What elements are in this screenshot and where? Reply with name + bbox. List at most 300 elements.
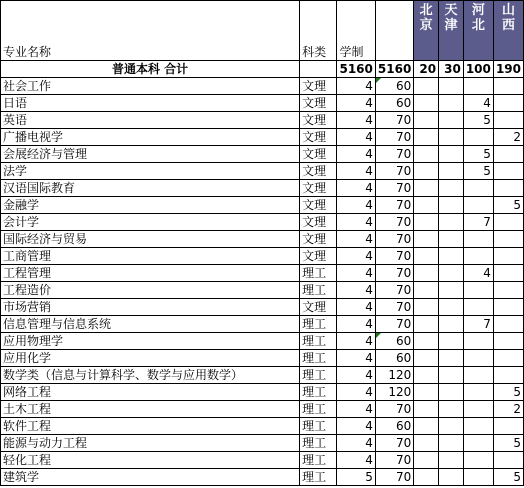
shanxi-cell[interactable] [493, 95, 523, 112]
beijing-cell[interactable] [414, 367, 439, 384]
years-cell[interactable] [337, 435, 375, 452]
major-name-cell[interactable] [1, 299, 300, 316]
cell-value: 4 [365, 198, 373, 212]
cell-value: 文理 [302, 79, 327, 93]
cell-value: 市场营销 [3, 300, 52, 314]
cell-value: 工程管理 [3, 266, 52, 280]
years-cell[interactable] [337, 231, 375, 248]
shanxi-cell[interactable] [493, 265, 523, 282]
hebei-cell[interactable] [463, 282, 493, 299]
hebei-cell[interactable] [463, 435, 493, 452]
cell-value: 应用化学 [3, 351, 52, 365]
hebei-cell[interactable] [463, 299, 493, 316]
cell-value: 5 [365, 470, 373, 484]
years-cell[interactable] [337, 418, 375, 435]
table-row [1, 333, 524, 350]
cell-value: 4 [365, 249, 373, 263]
tianjin-cell[interactable] [439, 452, 464, 469]
table-row [1, 248, 524, 265]
major-name-cell[interactable] [1, 350, 300, 367]
total-cell[interactable] [375, 452, 413, 469]
cell-value: 4 [365, 232, 373, 246]
cell-value: 文理 [302, 147, 327, 161]
major-name-cell[interactable] [1, 435, 300, 452]
beijing-cell[interactable] [414, 248, 439, 265]
table-row [1, 299, 524, 316]
category-cell[interactable] [300, 95, 337, 112]
years-cell[interactable] [337, 112, 375, 129]
cell-value: 4 [365, 351, 373, 365]
years-cell[interactable] [337, 282, 375, 299]
cell-value: 5 [483, 147, 491, 161]
category-cell[interactable] [300, 146, 337, 163]
total-cell[interactable] [375, 282, 413, 299]
major-name-cell[interactable] [1, 231, 300, 248]
category-cell[interactable] [300, 180, 337, 197]
hebei-cell[interactable] [463, 265, 493, 282]
cell-value: 5 [513, 470, 521, 484]
shanxi-cell[interactable] [493, 350, 523, 367]
tianjin-cell[interactable] [439, 282, 464, 299]
category-cell[interactable] [300, 452, 337, 469]
beijing-cell[interactable] [414, 452, 439, 469]
table-row [1, 129, 524, 146]
years-cell[interactable] [337, 316, 375, 333]
total-cell[interactable] [375, 180, 413, 197]
cell-value: 70 [396, 249, 412, 263]
total-cell[interactable] [375, 163, 413, 180]
table-row [1, 180, 524, 197]
years-cell[interactable] [337, 333, 375, 350]
category-cell[interactable] [300, 248, 337, 265]
cell-value: 会计学 [3, 215, 40, 229]
beijing-cell[interactable] [414, 112, 439, 129]
shanxi-cell[interactable] [493, 197, 523, 214]
major-name-cell[interactable] [1, 248, 300, 265]
table-row [1, 384, 524, 401]
cell-value: 70 [396, 130, 412, 144]
table-row [1, 78, 524, 95]
total-cell[interactable] [375, 214, 413, 231]
tianjin-cell[interactable] [439, 214, 464, 231]
shanxi-cell[interactable] [493, 299, 523, 316]
table-row [1, 316, 524, 333]
table-row [1, 401, 524, 418]
category-cell[interactable] [300, 197, 337, 214]
years-cell[interactable] [337, 350, 375, 367]
cell-value: 5 [513, 198, 521, 212]
beijing-cell[interactable] [414, 384, 439, 401]
shanxi-cell[interactable] [493, 452, 523, 469]
total-cell[interactable] [375, 435, 413, 452]
category-cell[interactable] [300, 299, 337, 316]
total-tianjin[interactable]: 30 [439, 61, 464, 78]
tianjin-cell[interactable] [439, 316, 464, 333]
table-row [1, 435, 524, 452]
total-cell[interactable] [375, 350, 413, 367]
shanxi-cell[interactable] [493, 282, 523, 299]
total-cell[interactable] [375, 197, 413, 214]
cell-value: 4 [365, 96, 373, 110]
cell-value: 金融学 [3, 198, 40, 212]
cell-value: 4 [365, 436, 373, 450]
cell-value: 土木工程 [3, 402, 52, 416]
total-cell[interactable] [375, 265, 413, 282]
beijing-cell[interactable] [414, 231, 439, 248]
total-cell[interactable] [375, 146, 413, 163]
beijing-cell[interactable] [414, 265, 439, 282]
shanxi-cell[interactable] [493, 435, 523, 452]
tianjin-cell[interactable] [439, 129, 464, 146]
total-cell[interactable] [375, 231, 413, 248]
years-cell[interactable] [337, 384, 375, 401]
years-cell[interactable] [337, 129, 375, 146]
cell-value: 70 [396, 283, 412, 297]
total-cell[interactable] [375, 316, 413, 333]
cell-value: 70 [396, 232, 412, 246]
tianjin-cell[interactable] [439, 78, 464, 95]
major-name-cell[interactable] [1, 384, 300, 401]
category-cell[interactable] [300, 367, 337, 384]
years-cell[interactable] [337, 401, 375, 418]
major-name-cell[interactable] [1, 401, 300, 418]
shanxi-cell[interactable] [493, 214, 523, 231]
category-cell[interactable] [300, 316, 337, 333]
tianjin-cell[interactable] [439, 350, 464, 367]
years-cell[interactable] [337, 197, 375, 214]
cell-value: 理工 [302, 453, 327, 467]
table-row [1, 163, 524, 180]
total-cell[interactable] [375, 367, 413, 384]
cell-value: 70 [396, 402, 412, 416]
tianjin-cell[interactable] [439, 95, 464, 112]
category-cell[interactable] [300, 401, 337, 418]
category-cell[interactable] [300, 265, 337, 282]
header-region-tianjin[interactable]: 天 津 [439, 1, 464, 61]
header-region-shanxi[interactable]: 山 西 [493, 1, 523, 61]
beijing-cell[interactable] [414, 78, 439, 95]
major-name-cell[interactable] [1, 95, 300, 112]
beijing-cell[interactable] [414, 401, 439, 418]
tianjin-cell[interactable] [439, 180, 464, 197]
beijing-cell[interactable] [414, 146, 439, 163]
cell-value: 4 [365, 453, 373, 467]
years-cell[interactable] [337, 78, 375, 95]
hebei-cell[interactable] [463, 95, 493, 112]
cell-value: 4 [365, 334, 373, 348]
cell-value: 5 [483, 164, 491, 178]
total-cell[interactable] [375, 129, 413, 146]
years-cell[interactable] [337, 299, 375, 316]
beijing-cell[interactable] [414, 214, 439, 231]
cell-value: 5 [513, 385, 521, 399]
total-hebei[interactable]: 100 [463, 61, 493, 78]
cell-value: 4 [365, 164, 373, 178]
cell-value: 网络工程 [3, 385, 52, 399]
tianjin-cell[interactable] [439, 435, 464, 452]
major-name-cell[interactable] [1, 418, 300, 435]
major-name-cell[interactable] [1, 469, 300, 486]
category-cell[interactable] [300, 333, 337, 350]
shanxi-cell[interactable] [493, 112, 523, 129]
beijing-cell[interactable] [414, 95, 439, 112]
cell-value: 4 [365, 283, 373, 297]
total-shanxi[interactable]: 190 [493, 61, 523, 78]
header-region-beijing[interactable]: 北 京 [414, 1, 439, 61]
cell-value: 120 [388, 368, 412, 382]
tianjin-cell[interactable] [439, 231, 464, 248]
cell-value: 4 [365, 181, 373, 195]
hebei-cell[interactable] [463, 231, 493, 248]
cell-value: 4 [365, 300, 373, 314]
cell-value: 4 [365, 113, 373, 127]
category-cell[interactable] [300, 129, 337, 146]
beijing-cell[interactable] [414, 163, 439, 180]
shanxi-cell[interactable] [493, 180, 523, 197]
category-cell[interactable] [300, 282, 337, 299]
category-cell[interactable] [300, 435, 337, 452]
years-cell[interactable] [337, 146, 375, 163]
years-cell[interactable] [337, 265, 375, 282]
hebei-cell[interactable] [463, 418, 493, 435]
hebei-cell[interactable] [463, 78, 493, 95]
major-name-cell[interactable] [1, 78, 300, 95]
beijing-cell[interactable] [414, 180, 439, 197]
cell-value: 60 [396, 334, 412, 348]
shanxi-cell[interactable] [493, 146, 523, 163]
tianjin-cell[interactable] [439, 197, 464, 214]
hebei-cell[interactable] [463, 248, 493, 265]
tianjin-cell[interactable] [439, 112, 464, 129]
cell-value: 理工 [302, 419, 327, 433]
major-name-cell[interactable] [1, 367, 300, 384]
cell-value: 文理 [302, 300, 327, 314]
major-name-cell[interactable] [1, 265, 300, 282]
total-cell[interactable] [375, 384, 413, 401]
shanxi-cell[interactable] [493, 129, 523, 146]
cell-value: 建筑学 [3, 470, 40, 484]
beijing-cell[interactable] [414, 282, 439, 299]
cell-value: 70 [396, 300, 412, 314]
hebei-cell[interactable] [463, 163, 493, 180]
cell-value: 文理 [302, 249, 327, 263]
tianjin-cell[interactable] [439, 333, 464, 350]
major-name-cell[interactable] [1, 112, 300, 129]
total-sum[interactable]: 5160 [375, 61, 413, 78]
tianjin-cell[interactable] [439, 248, 464, 265]
hebei-cell[interactable] [463, 129, 493, 146]
cell-value: 英语 [3, 113, 28, 127]
major-name-cell[interactable] [1, 333, 300, 350]
beijing-cell[interactable] [414, 129, 439, 146]
hebei-cell[interactable] [463, 469, 493, 486]
shanxi-cell[interactable] [493, 78, 523, 95]
years-cell[interactable] [337, 163, 375, 180]
major-name-cell[interactable] [1, 180, 300, 197]
tianjin-cell[interactable] [439, 367, 464, 384]
shanxi-cell[interactable] [493, 367, 523, 384]
beijing-cell[interactable] [414, 197, 439, 214]
cell-value: 能源与动力工程 [3, 436, 88, 450]
table-row [1, 469, 524, 486]
table-row [1, 214, 524, 231]
table-row [1, 95, 524, 112]
table-row [1, 112, 524, 129]
table-row [1, 231, 524, 248]
tianjin-cell[interactable] [439, 146, 464, 163]
major-name-cell[interactable] [1, 282, 300, 299]
cell-value: 文理 [302, 181, 327, 195]
hebei-cell[interactable] [463, 384, 493, 401]
cell-value: 2 [513, 130, 521, 144]
cell-value: 法学 [3, 164, 28, 178]
cell-value: 理工 [302, 351, 327, 365]
shanxi-cell[interactable] [493, 163, 523, 180]
years-cell[interactable] [337, 180, 375, 197]
cell-value: 4 [365, 368, 373, 382]
category-cell[interactable] [300, 350, 337, 367]
hebei-cell[interactable] [463, 112, 493, 129]
cell-value: 工程造价 [3, 283, 52, 297]
major-name-cell[interactable] [1, 129, 300, 146]
major-name-cell[interactable] [1, 452, 300, 469]
cell-value: 4 [365, 215, 373, 229]
shanxi-cell[interactable] [493, 231, 523, 248]
beijing-cell[interactable] [414, 350, 439, 367]
category-cell[interactable] [300, 384, 337, 401]
shanxi-cell[interactable] [493, 418, 523, 435]
total-plan[interactable]: 5160 [337, 61, 375, 78]
hebei-cell[interactable] [463, 333, 493, 350]
shanxi-cell[interactable] [493, 316, 523, 333]
category-cell[interactable] [300, 163, 337, 180]
hebei-cell[interactable] [463, 146, 493, 163]
header-category[interactable]: 科类 [300, 1, 337, 61]
cell-value: 理工 [302, 470, 327, 484]
cell-value: 理工 [302, 283, 327, 297]
cell-value: 2 [513, 402, 521, 416]
total-label[interactable]: 普通本科 合计 [1, 61, 300, 78]
cell-value: 轻化工程 [3, 453, 52, 467]
total-cell[interactable] [375, 78, 413, 95]
tianjin-cell[interactable] [439, 418, 464, 435]
header-blank[interactable] [375, 1, 413, 61]
header-years[interactable]: 学制 [337, 1, 375, 61]
shanxi-cell[interactable] [493, 384, 523, 401]
cell-value: 70 [396, 147, 412, 161]
cell-value: 70 [396, 164, 412, 178]
total-cell[interactable] [375, 418, 413, 435]
total-cell[interactable] [375, 469, 413, 486]
category-cell[interactable] [300, 112, 337, 129]
years-cell[interactable] [337, 214, 375, 231]
shanxi-cell[interactable] [493, 401, 523, 418]
cell-value: 70 [396, 198, 412, 212]
beijing-cell[interactable] [414, 435, 439, 452]
cell-value: 4 [365, 419, 373, 433]
header-region-hebei[interactable]: 河 北 [463, 1, 493, 61]
cell-value: 文理 [302, 198, 327, 212]
category-cell[interactable] [300, 231, 337, 248]
tianjin-cell[interactable] [439, 469, 464, 486]
total-cell[interactable] [375, 248, 413, 265]
cell-value: 社会工作 [3, 79, 52, 93]
total-cell[interactable] [375, 112, 413, 129]
beijing-cell[interactable] [414, 333, 439, 350]
total-blank[interactable] [300, 61, 337, 78]
total-cell[interactable] [375, 333, 413, 350]
hebei-cell[interactable] [463, 367, 493, 384]
total-cell[interactable] [375, 299, 413, 316]
cell-value: 信息管理与信息系统 [3, 317, 112, 331]
tianjin-cell[interactable] [439, 401, 464, 418]
cell-value: 4 [483, 96, 491, 110]
hebei-cell[interactable] [463, 197, 493, 214]
years-cell[interactable] [337, 95, 375, 112]
shanxi-cell[interactable] [493, 248, 523, 265]
major-name-cell[interactable] [1, 163, 300, 180]
cell-value: 理工 [302, 317, 327, 331]
beijing-cell[interactable] [414, 299, 439, 316]
cell-value: 120 [388, 385, 412, 399]
shanxi-cell[interactable] [493, 469, 523, 486]
major-name-cell[interactable] [1, 316, 300, 333]
cell-value: 文理 [302, 96, 327, 110]
tianjin-cell[interactable] [439, 299, 464, 316]
cell-value: 国际经济与贸易 [3, 232, 88, 246]
table-row [1, 146, 524, 163]
major-name-cell[interactable] [1, 214, 300, 231]
tianjin-cell[interactable] [439, 163, 464, 180]
major-name-cell[interactable] [1, 197, 300, 214]
category-cell[interactable] [300, 214, 337, 231]
shanxi-cell[interactable] [493, 333, 523, 350]
hebei-cell[interactable] [463, 350, 493, 367]
table-row [1, 452, 524, 469]
cell-value: 4 [483, 266, 491, 280]
category-cell[interactable] [300, 418, 337, 435]
beijing-cell[interactable] [414, 316, 439, 333]
beijing-cell[interactable] [414, 469, 439, 486]
tianjin-cell[interactable] [439, 384, 464, 401]
cell-value: 会展经济与管理 [3, 147, 88, 161]
years-cell[interactable] [337, 367, 375, 384]
hebei-cell[interactable] [463, 180, 493, 197]
total-cell[interactable] [375, 95, 413, 112]
cell-value: 60 [396, 96, 412, 110]
total-cell[interactable] [375, 401, 413, 418]
tianjin-cell[interactable] [439, 265, 464, 282]
category-cell[interactable] [300, 469, 337, 486]
major-name-cell[interactable] [1, 146, 300, 163]
years-cell[interactable] [337, 248, 375, 265]
hebei-cell[interactable] [463, 214, 493, 231]
total-beijing[interactable]: 20 [414, 61, 439, 78]
cell-value: 工商管理 [3, 249, 52, 263]
cell-value: 理工 [302, 368, 327, 382]
beijing-cell[interactable] [414, 418, 439, 435]
hebei-cell[interactable] [463, 401, 493, 418]
cell-value: 5 [483, 113, 491, 127]
category-cell[interactable] [300, 78, 337, 95]
cell-value: 7 [483, 317, 491, 331]
hebei-cell[interactable] [463, 316, 493, 333]
years-cell[interactable] [337, 469, 375, 486]
hebei-cell[interactable] [463, 452, 493, 469]
years-cell[interactable] [337, 452, 375, 469]
header-major-name[interactable]: 专业名称 [1, 1, 300, 61]
table-row [1, 418, 524, 435]
